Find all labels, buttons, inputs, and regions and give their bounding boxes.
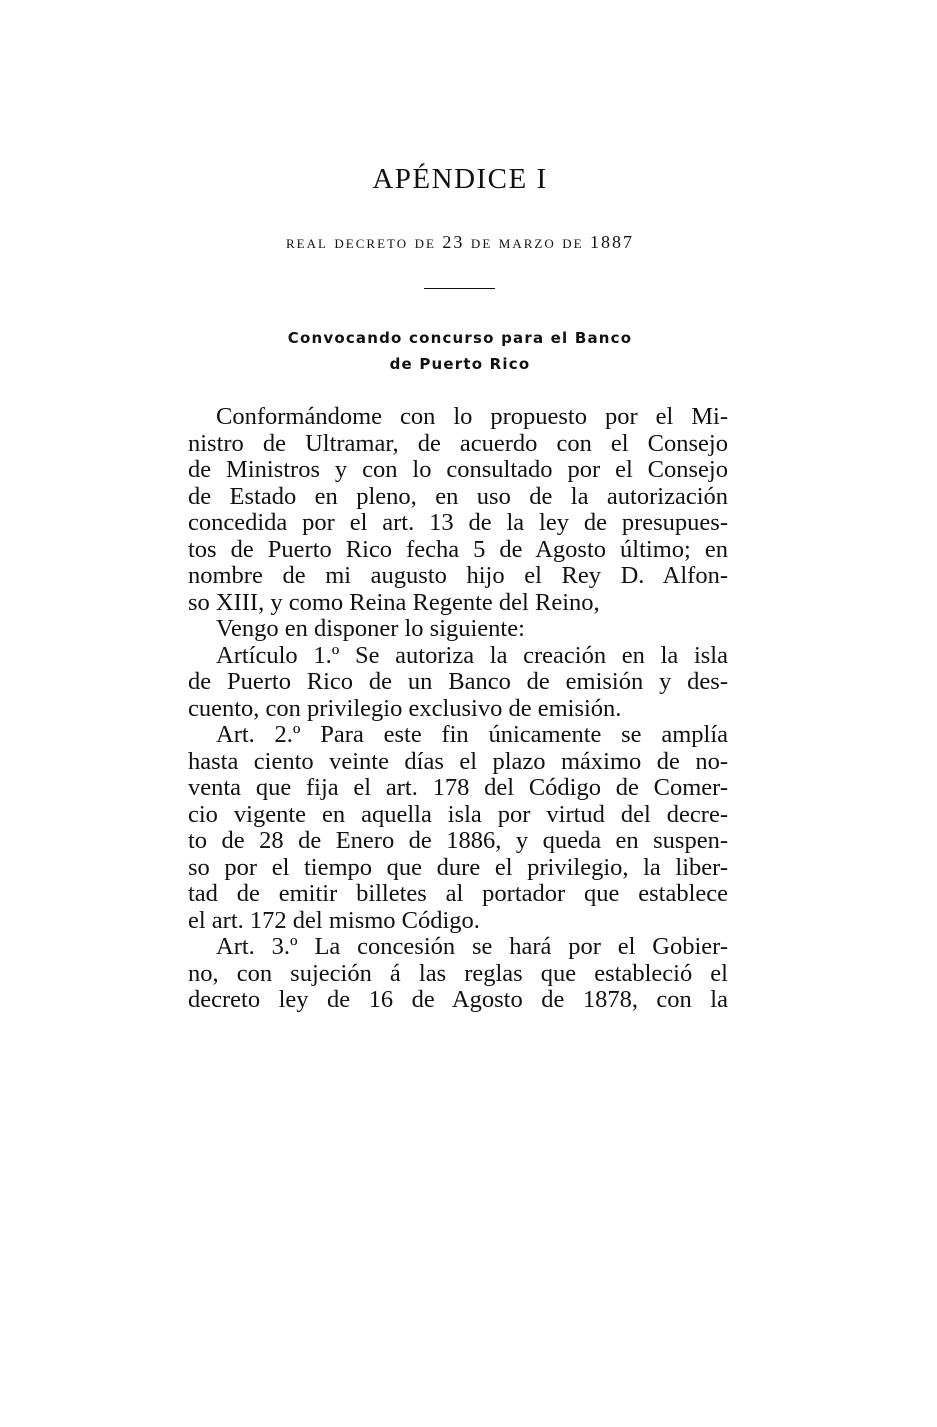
body-line: nombre de mi augusto hijo el Rey D. Alfon-: [188, 562, 728, 589]
body-line: Art. 3.º La concesión se hará por el Gobier-: [216, 933, 728, 960]
body-line: el art. 172 del mismo Código.: [188, 906, 480, 934]
body-line: de Puerto Rico de un Banco de emisión y des-: [188, 668, 728, 695]
body-line: to de 28 de Enero de 1886, y queda en suspen-: [188, 827, 728, 854]
body-line: Artículo 1.º Se autoriza la creación en la isla: [216, 641, 728, 669]
body-line: so por el tiempo que dure el privilegio, la liber-: [188, 853, 728, 881]
section-heading-line: Convocando concurso para el Banco: [287, 329, 633, 347]
body-line: de Estado en pleno, en uso de la autorización: [188, 482, 728, 510]
body-line: venta que fija el art. 178 del Código de Comer-: [188, 774, 728, 801]
body-line: hasta ciento veinte días el plazo máximo de no-: [188, 747, 728, 775]
body-line: concedida por el art. 13 de la ley de presupues-: [188, 509, 728, 536]
body-line: tad de emitir billetes al portador que establece: [188, 880, 728, 907]
body-line: Art. 2.º Para este fin únicamente se amplía: [216, 721, 728, 748]
divider-rule: [424, 288, 495, 289]
body-line: tos de Puerto Rico fecha 5 de Agosto último; en: [188, 535, 728, 563]
decree-subtitle: real decreto de 23 de marzo de 1887: [285, 232, 635, 252]
decree-body: [188, 404, 728, 1014]
body-line: de Ministros y con lo consultado por el Consejo: [188, 456, 728, 483]
section-heading: [0, 325, 920, 377]
section-heading-line: de Puerto Rico: [389, 355, 531, 373]
body-line: Conformándome con lo propuesto por el Mi-: [216, 403, 728, 430]
body-line: cio vigente en aquella isla por virtud del decre-: [188, 800, 728, 828]
body-line: so XIII, y como Reina Regente del Reino,: [188, 588, 600, 616]
appendix-title: APÉNDICE I: [372, 163, 548, 195]
body-line: decreto ley de 16 de Agosto de 1878, con la: [188, 986, 728, 1013]
body-line: no, con sujeción á las reglas que estableció el: [188, 959, 728, 987]
body-line: nistro de Ultramar, de acuerdo con el Consejo: [188, 429, 728, 457]
body-line: Vengo en disponer lo siguiente:: [216, 615, 525, 642]
body-line: cuento, con privilegio exclusivo de emisión.: [188, 694, 622, 722]
